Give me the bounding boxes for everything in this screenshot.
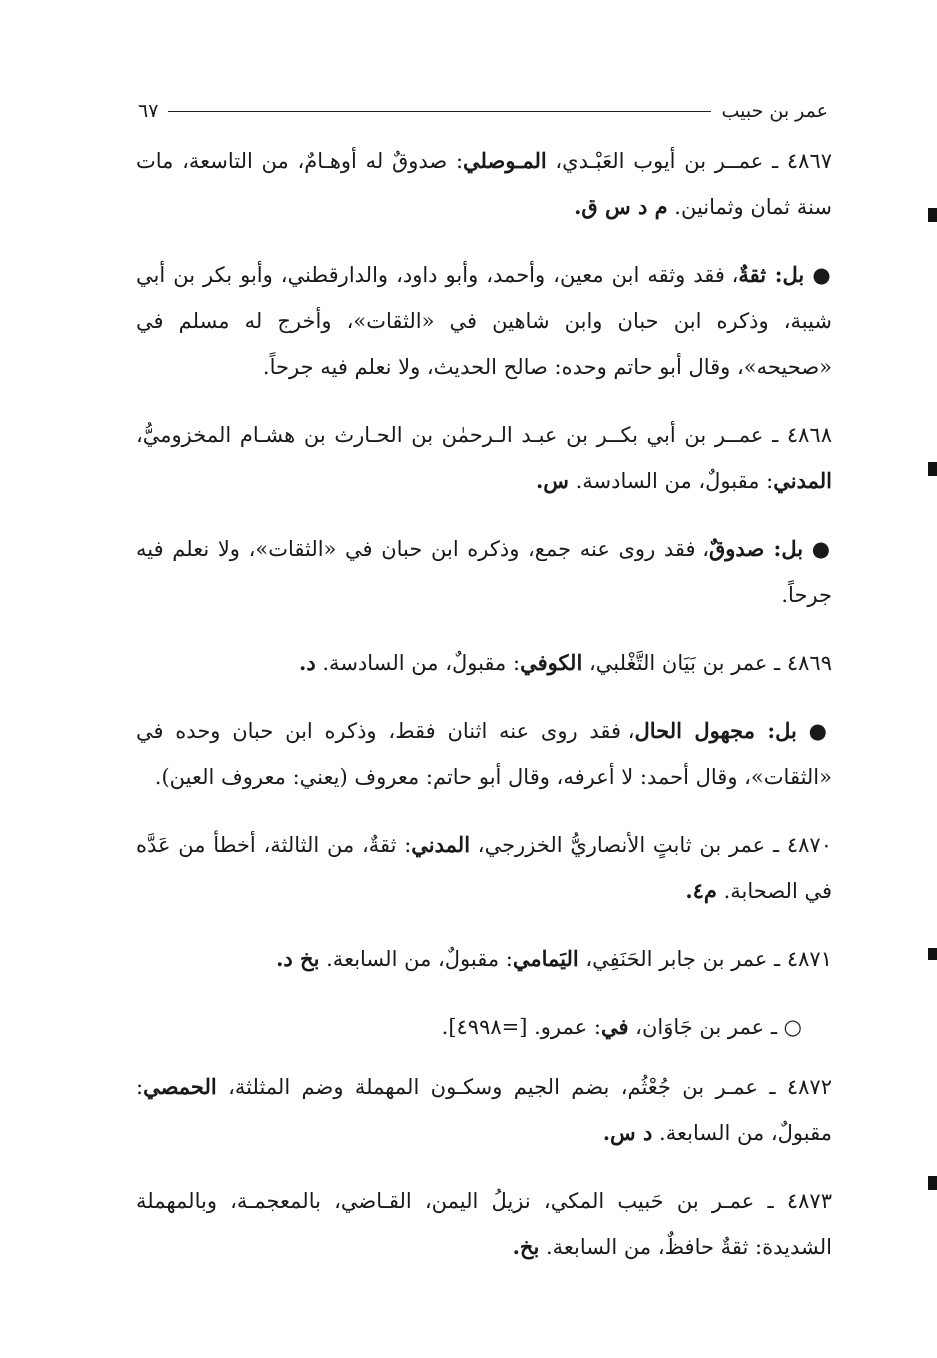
entry-name: عمــر بن أيوب العَبْـدي، xyxy=(546,149,764,173)
entry-nisba: الكوفي xyxy=(520,650,583,675)
page-header xyxy=(138,96,828,126)
xref-see: في xyxy=(600,1014,629,1039)
entry-dash: ـ xyxy=(767,651,787,675)
entry-name: عمـر بن جُعْثُم، بضم الجيم وسكـون المهملة وضم المثلثة، xyxy=(216,1075,758,1099)
entry-sigla: د. xyxy=(299,650,316,675)
margin-mark xyxy=(928,1176,937,1190)
entry-nisba: المدني xyxy=(773,468,832,493)
entry-dash: ـ xyxy=(757,1075,787,1099)
entry-4867 xyxy=(136,138,832,230)
note-4868 xyxy=(136,526,832,618)
entry-number: ٤٨٧٢ xyxy=(786,1075,832,1099)
note-lead: بل: ثقةٌ xyxy=(738,262,805,287)
xref-target: : عمرو. [=٤٩٩٨]. xyxy=(441,1015,601,1039)
note-4867 xyxy=(136,252,832,390)
entry-dash: ـ xyxy=(763,423,787,447)
entry-sigla: م٤. xyxy=(685,878,717,903)
entry-description: : مقبولٌ، من السادسة. xyxy=(568,469,774,493)
entry-description: : ثقةٌ، من الثالثة، أخطأ من عَدَّه في الصحابة. xyxy=(136,833,832,903)
entry-name: عمــر بن أبي بكــر بن عبـد الـرحمٰن بن الحـارث بن هشـام المخزوميُّ، xyxy=(136,423,764,447)
entry-name: عمر بن بَيَان التَّغْلبي، xyxy=(582,651,768,675)
bullet-icon: ● xyxy=(812,262,832,287)
entry-4873 xyxy=(136,1178,832,1270)
entry-description: : مقبولٌ، من السادسة. xyxy=(315,651,521,675)
margin-mark xyxy=(928,208,937,222)
margin-mark xyxy=(928,462,937,476)
entry-dash: ـ xyxy=(763,149,787,173)
note-lead: بل: صدوقٌ xyxy=(709,536,804,561)
margin-mark xyxy=(928,948,937,960)
bullet-icon: ● xyxy=(811,536,833,561)
entry-dash: ـ xyxy=(767,947,787,971)
entry-sigla: س. xyxy=(535,468,569,493)
entry-number: ٤٨٦٧ xyxy=(786,149,833,173)
note-text: ، فقد روى عنه اثنان فقط، وذكره ابن حبان وحده في «الثقات»، وقال أحمد: لا أعرفه، وقال أبو حاتم: معروف (يعني: معروف العين). xyxy=(136,719,832,789)
entry-nisba: الحمصي xyxy=(143,1074,217,1099)
entry-number: ٤٨٦٩ xyxy=(786,651,832,675)
entry-4870 xyxy=(136,822,832,914)
entry-sigla: د س. xyxy=(602,1120,653,1145)
xref-text: ـ عمر بن جَاوَان، xyxy=(628,1015,784,1039)
entry-nisba: المدني xyxy=(411,832,471,857)
entry-number: ٤٨٦٨ xyxy=(786,423,832,447)
cross-reference xyxy=(136,1004,832,1050)
entry-description: : مقبولٌ، من السابعة. xyxy=(319,947,513,971)
running-title: عمر بن حبيب xyxy=(721,100,828,122)
entry-4869 xyxy=(136,640,832,686)
entry-sigla: م د س ق. xyxy=(574,194,668,219)
entry-4868 xyxy=(136,412,832,504)
entry-nisba: اليَمامي xyxy=(512,946,579,971)
entry-number: ٤٨٧٠ xyxy=(786,833,832,857)
circle-icon: ○ xyxy=(783,1015,802,1039)
entry-4871 xyxy=(136,936,832,982)
bullet-icon: ● xyxy=(808,718,832,743)
entry-description: : صدوقٌ له أوهـامٌ، من التاسعة، مات سنة ثمان وثمانين. xyxy=(136,149,832,219)
entry-description: : مقبولٌ، من السابعة. xyxy=(136,1075,832,1145)
entry-sigla: بخ. xyxy=(512,1234,540,1259)
entry-name: عمر بن جابر الحَنَفِي، xyxy=(578,947,768,971)
entry-4872 xyxy=(136,1064,832,1156)
note-lead: بل: مجهول الحال xyxy=(634,718,797,743)
note-text: ، فقد وثقه ابن معين، وأحمد، وأبو داود، والدارقطني، وأبو بكر بن أبي شيبة، وذكره ابن حبان وابن شاهين في «الثقات»، وأخرج له مسلم في «صحيحه»، وقال أبو حاتم وحده: صالح الحديث، ولا نعلم فيه جرحاً. xyxy=(136,263,832,379)
entry-sigla: بخ د. xyxy=(276,946,320,971)
header-rule xyxy=(168,111,711,112)
entry-number: ٤٨٧١ xyxy=(786,947,832,971)
entry-dash: ـ xyxy=(754,1189,787,1213)
note-text: ، فقد روى عنه جمع، وذكره ابن حبان في «الثقات»، ولا نعلم فيه جرحاً. xyxy=(136,537,832,607)
entry-description: : ثقةٌ حافظٌ، من السابعة. xyxy=(539,1235,763,1259)
entry-name: عمـر بن حَبيب المكي، نزيلُ اليمن، القـاضي، بالمعجمـة، وبالمهملة الشديدة xyxy=(136,1189,832,1259)
entry-name: عمر بن ثابتٍ الأنصاريُّ الخزرجي، xyxy=(470,833,766,857)
entry-nisba: المـوصلي xyxy=(463,148,547,173)
note-4869 xyxy=(136,708,832,800)
page-body xyxy=(136,138,832,1292)
entry-dash: ـ xyxy=(765,833,787,857)
page-number: ٦٧ xyxy=(138,100,159,122)
entry-number: ٤٨٧٣ xyxy=(786,1189,832,1213)
